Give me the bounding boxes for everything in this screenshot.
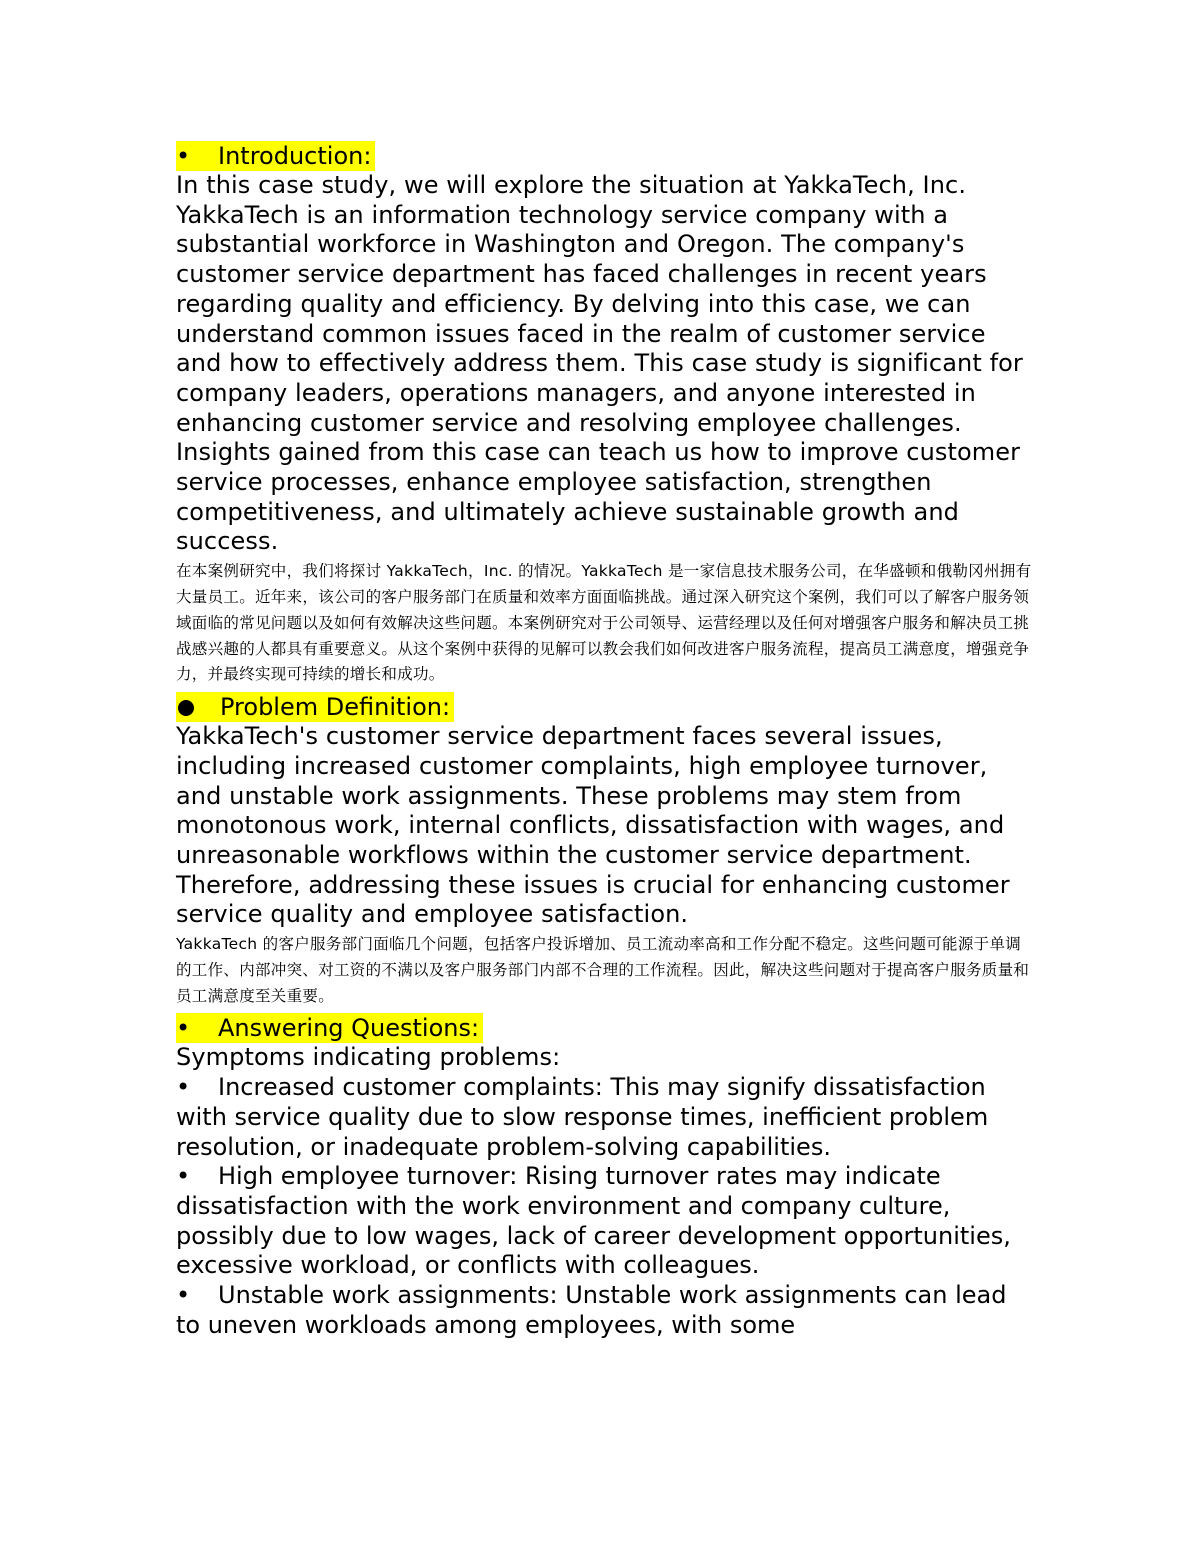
intro-heading-text: Introduction:	[218, 142, 372, 170]
answering-heading-text: Answering Questions:	[218, 1014, 480, 1043]
problem-paragraph-en: YakkaTech's customer service department faces several issues, including increased customer complaints, high employee turnover, and unstable work assignments. These problems may stem from monotonous work, internal conflicts, dissatisfaction with wages, and unreasonable workflows within the customer service department. Therefore, addressing these issues is crucial for enhancing customer service quality and employee satisfaction.	[176, 722, 1010, 929]
bullet-icon: •	[176, 1281, 191, 1310]
list-item	[176, 1281, 1036, 1340]
problem-heading-text: Problem Definition:	[220, 693, 451, 722]
filled-circle-bullet-icon	[178, 700, 194, 716]
symptoms-intro: Symptoms indicating problems:	[176, 1043, 561, 1072]
problem-heading	[176, 692, 1036, 722]
list-item	[176, 1162, 1036, 1281]
list-item	[176, 1073, 1036, 1162]
bullet-icon: •	[176, 1073, 191, 1102]
answering-heading	[176, 1013, 1036, 1043]
heading-highlight	[176, 1013, 483, 1043]
list-item-text: Unstable work assignments: Unstable work assignments can lead to uneven workloads among employees, with some	[176, 1281, 1007, 1339]
problem-paragraph-zh: YakkaTech 的客户服务部门面临几个问题，包括客户投诉增加、员工流动率高和工作分配不稳定。这些问题可能源于单调的工作、内部冲突、对工资的不满以及客户服务部门内部不合理的工作流程。因此，解决这些问题对于提高客户服务质量和员工满意度至关重要。	[176, 935, 1030, 1005]
heading-highlight	[176, 141, 375, 171]
bullet-icon: •	[176, 142, 191, 170]
list-item-text: High employee turnover: Rising turnover rates may indicate dissatisfaction with the work environment and company culture, possibly due to low wages, lack of career development opportunities, excessive workload, or conflicts with colleagues.	[176, 1162, 1011, 1280]
list-item-text: Increased customer complaints: This may signify dissatisfaction with service quality due to slow response times, inefficient problem resolution, or inadequate problem-solving capabilities.	[176, 1073, 989, 1161]
document-page	[176, 141, 1036, 1340]
intro-paragraph-en: In this case study, we will explore the situation at YakkaTech, Inc. YakkaTech is an information technology service company with a substantial workforce in Washington and Oregon. The company's customer service department has faced challenges in recent years regarding quality and efficiency. By delving into this case, we can understand common issues faced in the realm of customer service and how to effectively address them. This case study is significant for company leaders, operations managers, and anyone interested in enhancing customer service and resolving employee challenges. Insights gained from this case can teach us how to improve customer service processes, enhance employee satisfaction, strengthen competitiveness, and ultimately achieve sustainable growth and success.	[176, 171, 1023, 556]
intro-paragraph-zh: 在本案例研究中，我们将探讨 YakkaTech，Inc. 的情况。YakkaTech 是一家信息技术服务公司，在华盛顿和俄勒冈州拥有大量员工。近年来，该公司的客户服务部门在质量和效率方面面临挑战。通过深入研究这个案例，我们可以了解客户服务领域面临的常见问题以及如何有效解决这些问题。本案例研究对于公司领导、运营经理以及任何对增强客户服务和解决员工挑战感兴趣的人都具有重要意义。从这个案例中获得的见解可以教会我们如何改进客户服务流程，提高员工满意度，增强竞争力，并最终实现可持续的增长和成功。	[176, 562, 1032, 684]
heading-highlight	[176, 692, 454, 722]
intro-heading	[176, 141, 1036, 171]
bullet-icon: •	[176, 1014, 191, 1043]
bullet-icon: •	[176, 1162, 191, 1191]
